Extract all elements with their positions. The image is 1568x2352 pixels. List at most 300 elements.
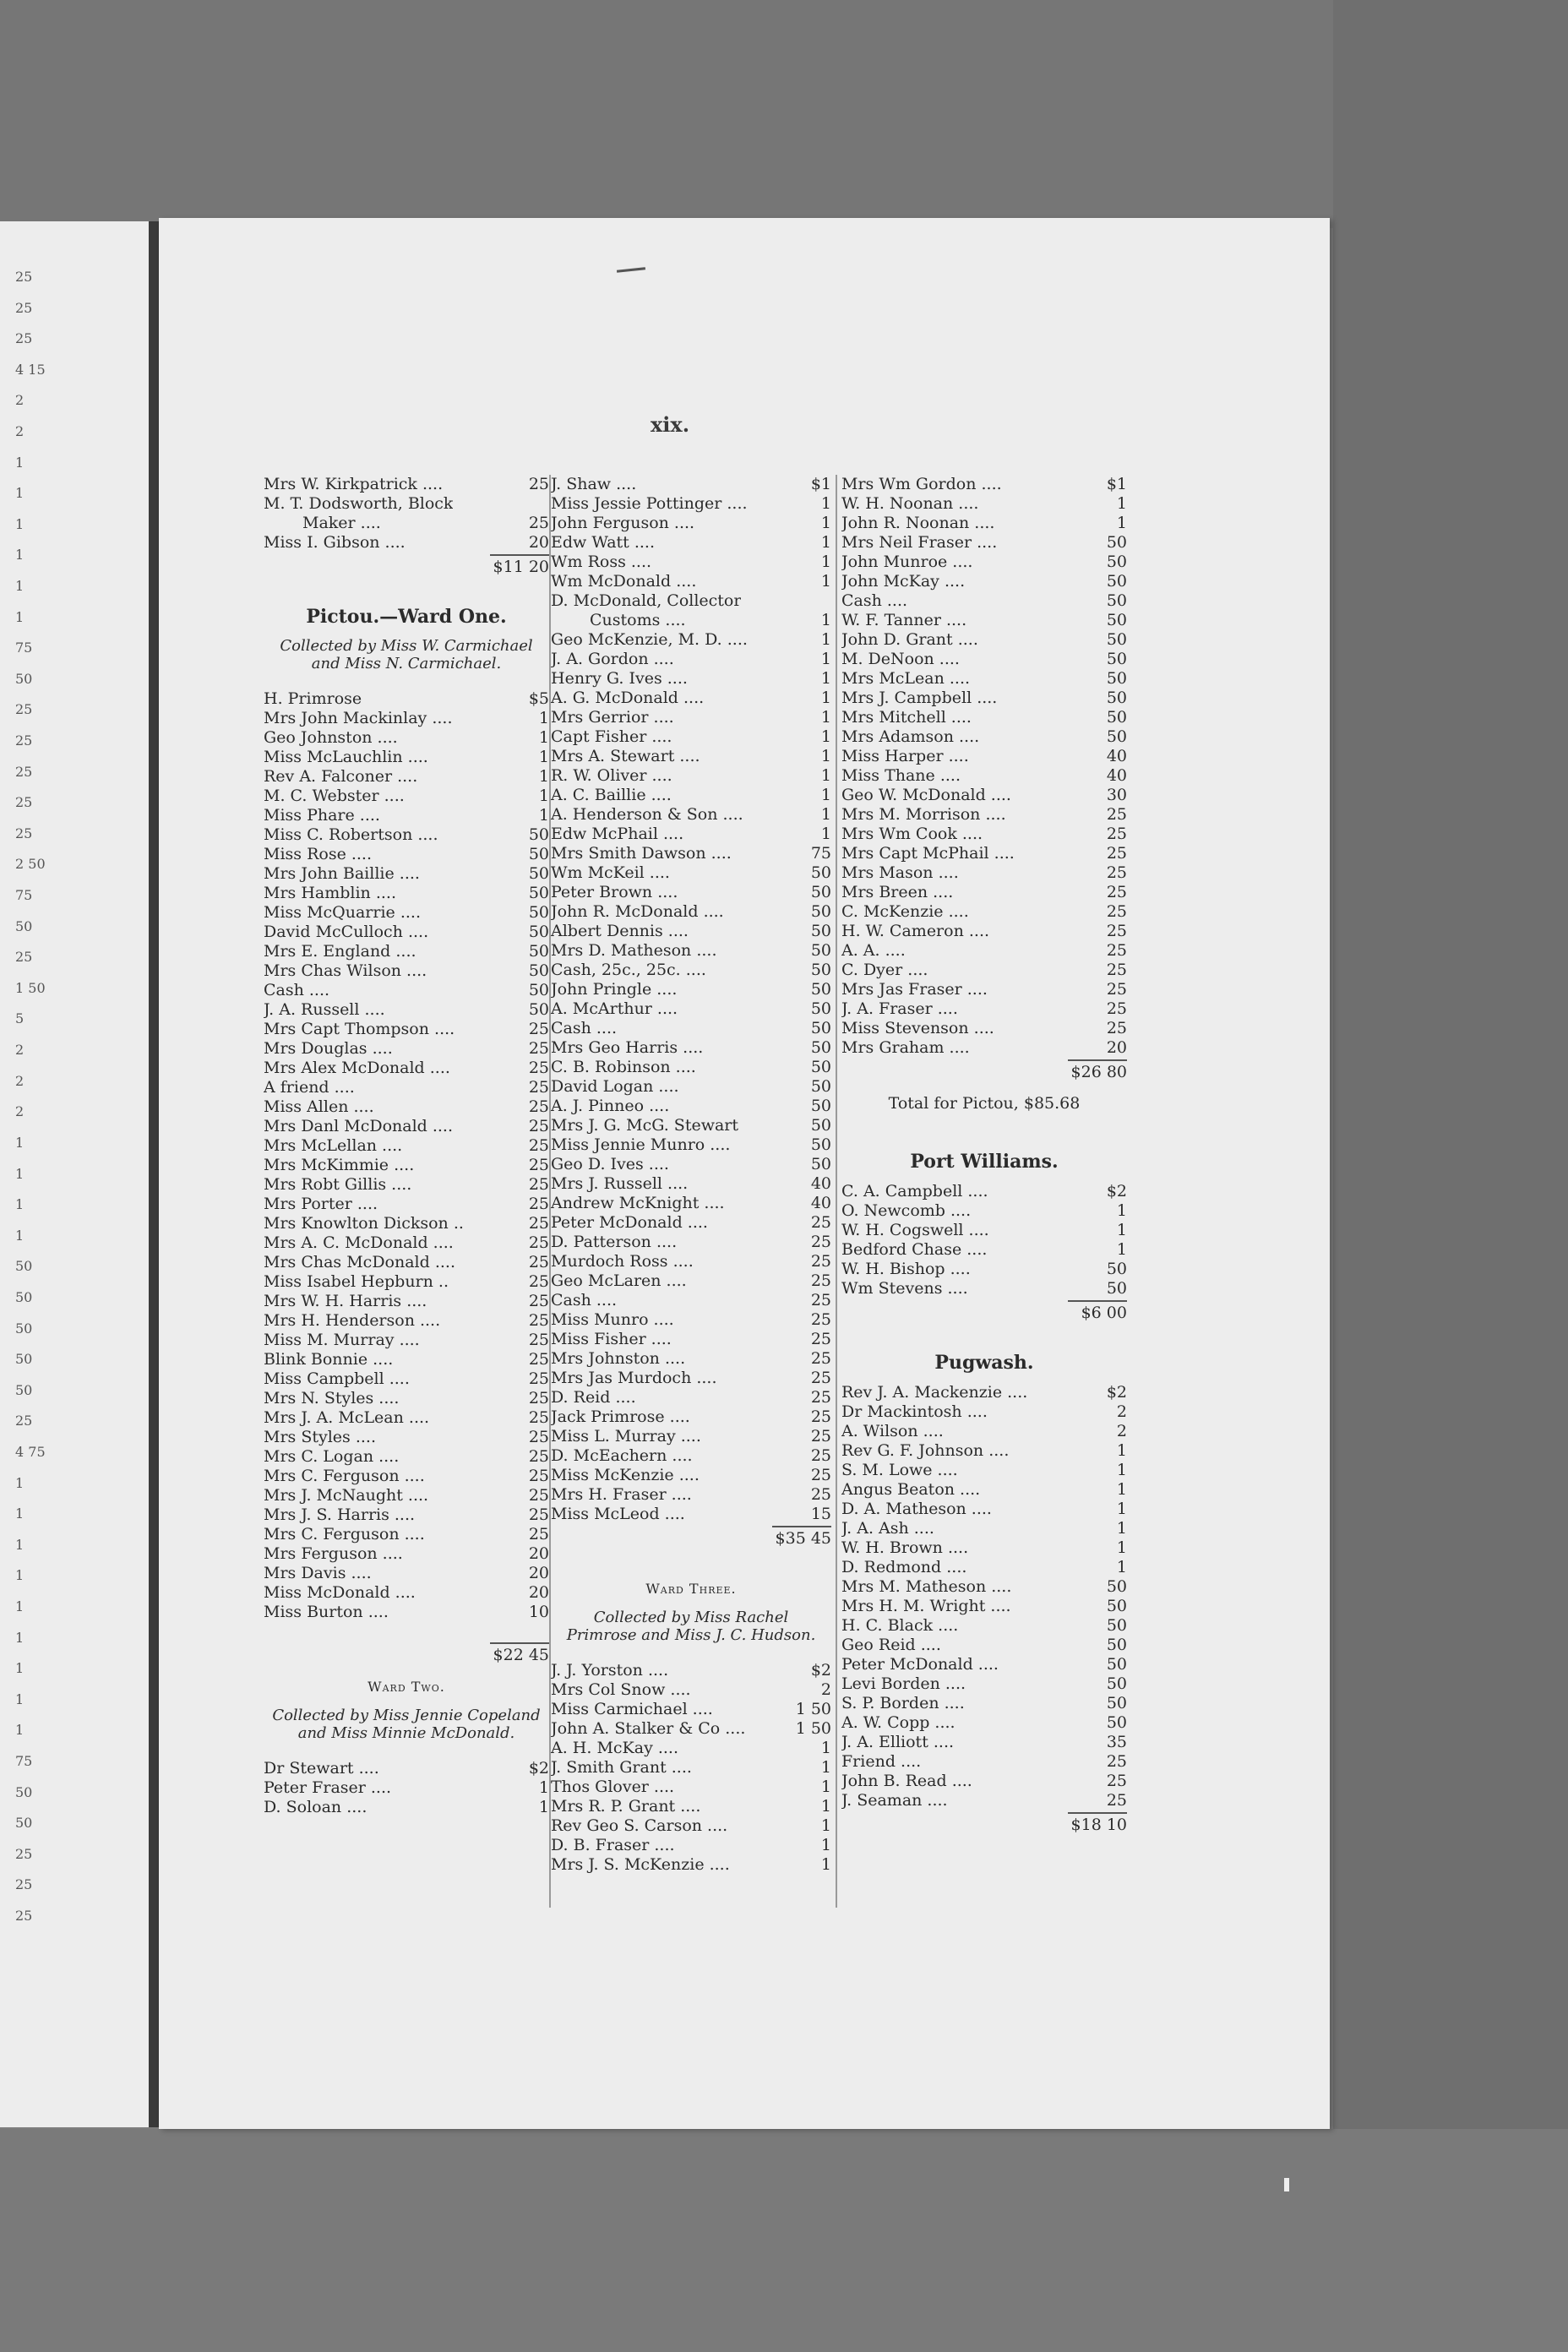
entry-amount: 50: [810, 961, 831, 979]
entry-amount: 25: [528, 1078, 549, 1097]
entry-amount: 20: [528, 1583, 549, 1602]
entry-amount: 1: [820, 1758, 831, 1777]
entry-amount: 25: [810, 1271, 831, 1290]
entry-row: [551, 1446, 831, 1466]
entry-amount: 25: [528, 1233, 549, 1252]
entry-row: [264, 1428, 549, 1447]
entry-amount: $2: [810, 1661, 831, 1680]
entry-row: [551, 494, 831, 514]
entry-amount: 50: [1106, 1616, 1127, 1635]
entry-row: [841, 1558, 1127, 1577]
entry-amount: 1: [820, 1778, 831, 1796]
entry-name: Mrs J. A. McLean ....: [264, 1408, 430, 1427]
entry-name: Mrs J. S. McKenzie ....: [551, 1855, 730, 1874]
entry-amount: 1: [1116, 1441, 1127, 1460]
entry-name: S. M. Lowe ....: [841, 1461, 958, 1479]
entry-amount: 1: [820, 805, 831, 824]
entry-name: M. C. Webster ....: [264, 787, 405, 805]
margin-number: 50: [15, 1258, 33, 1275]
entry-amount: 25: [1106, 941, 1127, 960]
ward-one-collector: Collected by Miss W. Carmichael and Miss N. Carmichael.: [280, 637, 533, 672]
entry-amount: 25: [528, 1195, 549, 1213]
entry-name: Mrs M. Morrison ....: [841, 805, 1006, 824]
entry-amount: 25: [1106, 1772, 1127, 1790]
entry-row: [841, 553, 1127, 572]
margin-number: 25: [15, 949, 33, 966]
entry-name: Mrs Douglas ....: [264, 1039, 393, 1058]
entry-name: D. B. Fraser ....: [551, 1836, 675, 1854]
entry-amount: 50: [810, 941, 831, 960]
entry-name: John Ferguson ....: [551, 514, 695, 532]
entry-amount: 50: [1106, 611, 1127, 629]
margin-number: 1: [15, 1165, 24, 1182]
entry-name: J. J. Yorston ....: [551, 1661, 669, 1680]
margin-number: 2: [15, 1042, 24, 1059]
port-williams-list: [841, 1182, 1127, 1298]
entry-row: [841, 1422, 1127, 1441]
entry-name: Mrs H. M. Wright ....: [841, 1597, 1011, 1615]
entry-row: [551, 1058, 831, 1077]
entry-name: Mrs J. S. Harris ....: [264, 1505, 416, 1524]
margin-number: 1: [15, 1196, 24, 1213]
entry-row: [264, 1117, 549, 1136]
entry-row: [264, 689, 549, 709]
entry-amount: 25: [528, 1525, 549, 1544]
entry-amount: 75: [810, 844, 831, 863]
entry-row: [551, 1700, 831, 1719]
entry-row: [551, 786, 831, 805]
entry-row: [841, 747, 1127, 766]
entry-name: Miss Jessie Pottinger ....: [551, 494, 748, 513]
entry-amount: 50: [528, 961, 549, 980]
entry-name: Miss McLauchlin ....: [264, 748, 428, 766]
entry-amount: 25: [528, 1097, 549, 1116]
entry-amount: 25: [810, 1291, 831, 1309]
margin-number: 1: [15, 485, 24, 502]
entry-row: [551, 902, 831, 922]
entry-name: John A. Stalker & Co ....: [551, 1719, 746, 1738]
entry-row: [841, 1733, 1127, 1752]
entry-name: J. A. Russell ....: [264, 1000, 385, 1019]
entry-amount: 50: [1106, 669, 1127, 688]
entry-amount: 25: [528, 1214, 549, 1233]
entry-name: A. McArthur ....: [551, 999, 678, 1018]
entry-row: [551, 1797, 831, 1816]
entry-amount: [804, 591, 831, 611]
entry-amount: 1: [820, 514, 831, 532]
entry-amount: 20: [1106, 1038, 1127, 1057]
margin-number: 1 50: [15, 979, 46, 996]
entry-row: [841, 1201, 1127, 1221]
entry-name: John D. Grant ....: [841, 630, 978, 649]
entry-amount: 50: [810, 1019, 831, 1037]
entry-amount: 1: [820, 572, 831, 591]
entry-name: John Munroe ....: [841, 553, 973, 571]
entry-row: [841, 650, 1127, 669]
entry-amount: 1 50: [795, 1700, 831, 1718]
entry-name: Bedford Chase ....: [841, 1240, 988, 1259]
entry-amount: 1: [538, 787, 549, 805]
entry-row: [551, 1349, 831, 1369]
entry-amount: 1: [820, 553, 831, 571]
entry-row: [551, 1310, 831, 1330]
entry-row: [551, 1330, 831, 1349]
margin-number: 2: [15, 1072, 24, 1089]
entry-amount: 40: [810, 1194, 831, 1212]
entry-row: [551, 1155, 831, 1174]
entry-row: [264, 1798, 549, 1817]
entry-row: [264, 1156, 549, 1175]
entry-amount: 10: [528, 1603, 549, 1621]
entry-row: [551, 883, 831, 902]
entry-name: D. Reid ....: [551, 1388, 636, 1407]
entry-row: [264, 1039, 549, 1059]
margin-number: 4 75: [15, 1443, 46, 1460]
entry-name: Miss Munro ....: [551, 1310, 674, 1329]
entry-name: A. G. McDonald ....: [551, 689, 705, 707]
entry-amount: 25: [810, 1388, 831, 1407]
entry-amount: 50: [1106, 591, 1127, 610]
margin-number: 25: [15, 732, 33, 749]
margin-number: 75: [15, 887, 33, 904]
entry-name: A. W. Copp ....: [841, 1713, 956, 1732]
entry-amount: 25: [810, 1233, 831, 1251]
entry-name: Mrs W. Kirkpatrick ....: [264, 475, 444, 493]
entry-name: Mrs J. Russell ....: [551, 1174, 689, 1193]
entry-name: W. H. Bishop ....: [841, 1260, 971, 1278]
ward-two-collector: Collected by Miss Jennie Copeland and Miss Minnie McDonald.: [272, 1707, 541, 1742]
entry-name: Mrs J. G. McG. Stewart: [551, 1116, 739, 1135]
entry-name: Mrs C. Logan ....: [264, 1447, 400, 1466]
port-williams-total: $6 00: [841, 1300, 1127, 1323]
entry-row: [264, 942, 549, 961]
margin-number: 50: [15, 1320, 33, 1337]
entry-row: [841, 1279, 1127, 1298]
entry-name: Mrs Porter ....: [264, 1195, 378, 1213]
entry-name: Andrew McKnight ....: [551, 1194, 725, 1212]
entry-row: [841, 708, 1127, 727]
margin-number: 50: [15, 670, 33, 687]
entry-name: Miss Rose ....: [264, 845, 373, 863]
entry-name: Mrs H. Henderson ....: [264, 1311, 441, 1330]
entry-name: Miss McQuarrie ....: [264, 903, 421, 922]
entry-row: [841, 1694, 1127, 1713]
entry-amount: 1: [538, 728, 549, 747]
col1-top-total: $11 20: [264, 554, 549, 577]
entry-row: [264, 1389, 549, 1408]
entry-amount: 25: [1106, 863, 1127, 882]
entry-row: [551, 1233, 831, 1252]
page-number: xix.: [651, 412, 690, 437]
entry-row: [264, 787, 549, 806]
entry-amount: 50: [810, 1116, 831, 1135]
entry-row: [264, 845, 549, 864]
entry-row: [264, 1078, 549, 1097]
entry-name: Albert Dennis ....: [551, 922, 689, 940]
entry-name: Miss Isabel Hepburn ..: [264, 1272, 449, 1291]
entry-row: [264, 1525, 549, 1544]
margin-number: 1: [15, 1722, 24, 1739]
entry-amount: [522, 494, 549, 514]
entry-name: Mrs H. Fraser ....: [551, 1485, 692, 1504]
entry-row: [264, 864, 549, 884]
entry-row: [841, 1791, 1127, 1810]
column-divider-2: [836, 475, 837, 1908]
entry-row: [264, 1059, 549, 1078]
entry-row: [551, 1427, 831, 1446]
entry-amount: 1: [1116, 1538, 1127, 1557]
entry-row: [841, 1260, 1127, 1279]
entry-amount: 1: [820, 1797, 831, 1816]
entry-amount: 1: [538, 748, 549, 766]
entry-amount: 1: [1116, 1558, 1127, 1576]
entry-amount: 50: [528, 981, 549, 999]
margin-number: 25: [15, 269, 33, 285]
entry-amount: 50: [1106, 1636, 1127, 1654]
entry-row: [264, 1253, 549, 1272]
margin-number: 1: [15, 1227, 24, 1244]
entry-amount: 1 50: [795, 1719, 831, 1738]
margin-number: 1: [15, 1660, 24, 1677]
entry-name: Mrs Hamblin ....: [264, 884, 396, 902]
entry-row: [841, 1674, 1127, 1694]
entry-amount: 25: [528, 1156, 549, 1174]
margin-number: 75: [15, 640, 33, 656]
entry-row: [551, 591, 831, 611]
margin-number: 1: [15, 547, 24, 564]
margin-number: 25: [15, 1908, 33, 1924]
entry-row: [551, 1816, 831, 1836]
entry-amount: 1: [1116, 1500, 1127, 1518]
entry-row: [264, 981, 549, 1000]
entry-amount: 50: [810, 883, 831, 901]
entry-amount: 35: [1106, 1733, 1127, 1751]
entry-row: [551, 475, 831, 494]
entry-name: Cash ....: [551, 1291, 618, 1309]
entry-row: [264, 1583, 549, 1603]
entry-amount: 25: [810, 1446, 831, 1465]
entry-name: Geo W. McDonald ....: [841, 786, 1011, 804]
entry-amount: 1: [820, 1836, 831, 1854]
entry-name: Mrs Styles ....: [264, 1428, 376, 1446]
entry-amount: 25: [810, 1407, 831, 1426]
entry-name: Mrs Chas Wilson ....: [264, 961, 427, 980]
entry-name: S. P. Borden ....: [841, 1694, 965, 1712]
entry-amount: 1: [1116, 1519, 1127, 1538]
entry-name: Edw Watt ....: [551, 533, 656, 552]
entry-name: Miss I. Gibson ....: [264, 533, 406, 552]
pictou-grand-total: Total for Pictou, $85.68: [888, 1094, 1081, 1113]
entry-name: Mrs Danl McDonald ....: [264, 1117, 454, 1135]
entry-name: Mrs W. H. Harris ....: [264, 1292, 427, 1310]
entry-name: Cash ....: [551, 1019, 618, 1037]
entry-name: J. Smith Grant ....: [551, 1758, 692, 1777]
margin-number: 25: [15, 825, 33, 841]
entry-row: [841, 1577, 1127, 1597]
entry-row: [551, 922, 831, 941]
entry-row: [841, 1597, 1127, 1616]
entry-name: Peter Brown ....: [551, 883, 678, 901]
entry-amount: 25: [810, 1330, 831, 1348]
margin-number: 50: [15, 1783, 33, 1800]
entry-row: [841, 786, 1127, 805]
entry-name: R. W. Oliver ....: [551, 766, 672, 785]
entry-name: John B. Read ....: [841, 1772, 972, 1790]
entry-amount: 50: [528, 825, 549, 844]
entry-amount: 50: [810, 1155, 831, 1173]
entry-row: [551, 1135, 831, 1155]
entry-row: [264, 1759, 549, 1778]
entry-amount: 25: [528, 475, 549, 493]
entry-row: [551, 514, 831, 533]
entry-name: Mrs Wm Cook ....: [841, 825, 983, 843]
entry-row: [264, 884, 549, 903]
entry-row: [551, 1661, 831, 1680]
margin-number: 25: [15, 794, 33, 811]
entry-amount: 50: [1106, 572, 1127, 591]
entry-name: W. F. Tanner ....: [841, 611, 967, 629]
entry-amount: 25: [1106, 902, 1127, 921]
entry-row: [264, 1467, 549, 1486]
margin-number: 4 15: [15, 361, 46, 378]
book-gutter: [149, 221, 159, 2127]
entry-name: M. DeNoon ....: [841, 650, 960, 668]
entry-name: Rev Geo S. Carson ....: [551, 1816, 728, 1835]
entry-amount: 25: [528, 1253, 549, 1271]
entry-name: D. Redmond ....: [841, 1558, 967, 1576]
entry-row: [841, 669, 1127, 689]
pugwash-total: $18 10: [841, 1812, 1127, 1835]
entry-amount: 50: [1106, 689, 1127, 707]
entry-name: Mrs J. Campbell ....: [841, 689, 998, 707]
entry-row: [551, 1077, 831, 1097]
entry-row: [551, 1116, 831, 1135]
entry-row: [841, 902, 1127, 922]
entry-row: [551, 1466, 831, 1485]
entry-amount: 25: [1106, 883, 1127, 901]
entry-name: J. A. Ash ....: [841, 1519, 934, 1538]
entry-row: [264, 1447, 549, 1467]
margin-number: 1: [15, 1598, 24, 1614]
entry-amount: 1: [820, 650, 831, 668]
entry-row: [841, 961, 1127, 980]
entry-name: Mrs Graham ....: [841, 1038, 970, 1057]
entry-name: J. A. Elliott ....: [841, 1733, 955, 1751]
entry-name: Dr Mackintosh ....: [841, 1402, 988, 1421]
entry-name: Mrs Knowlton Dickson ..: [264, 1214, 464, 1233]
col1-top-list: [264, 475, 549, 553]
entry-row: [841, 1655, 1127, 1674]
entry-name: Mrs Geo Harris ....: [551, 1038, 704, 1057]
entry-amount: 1: [538, 806, 549, 825]
entry-amount: 40: [1106, 747, 1127, 765]
entry-name: Blink Bonnie ....: [264, 1350, 394, 1369]
entry-amount: 25: [810, 1427, 831, 1446]
margin-number: 50: [15, 917, 33, 934]
entry-row: [841, 689, 1127, 708]
entry-row: [551, 611, 831, 630]
entry-row: [264, 806, 549, 825]
entry-name: J. A. Fraser ....: [841, 999, 958, 1018]
entry-name: Dr Stewart ....: [264, 1759, 379, 1778]
entry-amount: 1: [1116, 1201, 1127, 1220]
entry-row: [551, 1174, 831, 1194]
entry-amount: 50: [1106, 650, 1127, 668]
margin-number: 1: [15, 1505, 24, 1522]
entry-amount: 2: [1116, 1422, 1127, 1440]
margin-number: 50: [15, 1351, 33, 1368]
entry-row: [841, 475, 1127, 494]
entry-row: [841, 1538, 1127, 1558]
entry-row: [841, 1519, 1127, 1538]
entry-amount: 50: [528, 845, 549, 863]
entry-row: [841, 1461, 1127, 1480]
entry-row: [551, 1194, 831, 1213]
entry-amount: 25: [1106, 999, 1127, 1018]
entry-row: [551, 1252, 831, 1271]
entry-row: [264, 1408, 549, 1428]
entry-name: Wm Ross ....: [551, 553, 652, 571]
entry-name: Mrs McLellan ....: [264, 1136, 403, 1155]
entry-name: Mrs Jas Murdoch ....: [551, 1369, 717, 1387]
entry-name: Mrs E. England ....: [264, 942, 416, 961]
pugwash-heading: Pugwash.: [934, 1352, 1034, 1374]
entry-name: Miss Burton ....: [264, 1603, 389, 1621]
entry-row: [264, 1136, 549, 1156]
margin-number: 1: [15, 1629, 24, 1646]
entry-row: [841, 514, 1127, 533]
entry-name: Mrs Wm Gordon ....: [841, 475, 1002, 493]
entry-amount: 1: [538, 709, 549, 727]
entry-amount: 25: [528, 1331, 549, 1349]
entry-name: Mrs Mason ....: [841, 863, 959, 882]
entry-name: W. H. Brown ....: [841, 1538, 969, 1557]
entry-name: Mrs McKimmie ....: [264, 1156, 415, 1174]
entry-name: Edw McPhail ....: [551, 825, 684, 843]
margin-number: 25: [15, 330, 33, 347]
entry-row: [551, 708, 831, 727]
entry-name: Miss M. Murray ....: [264, 1331, 420, 1349]
entry-amount: 50: [528, 864, 549, 883]
entry-amount: 50: [528, 884, 549, 902]
col3-list: [841, 475, 1127, 1058]
entry-name: John McKay ....: [841, 572, 966, 591]
entry-name: David Logan ....: [551, 1077, 679, 1096]
entry-name: Mrs Ferguson ....: [264, 1544, 403, 1563]
entry-row: [551, 1505, 831, 1524]
entry-amount: 20: [528, 1544, 549, 1563]
entry-amount: 1: [820, 494, 831, 513]
entry-amount: 1: [1116, 1240, 1127, 1259]
entry-name: Mrs Chas McDonald ....: [264, 1253, 455, 1271]
entry-name: Mrs McLean ....: [841, 669, 971, 688]
entry-amount: 50: [1106, 533, 1127, 552]
entry-amount: 25: [1106, 961, 1127, 979]
entry-row: [841, 1500, 1127, 1519]
entry-name: Mrs Adamson ....: [841, 727, 980, 746]
margin-number: 1: [15, 1567, 24, 1584]
entry-amount: 40: [1106, 766, 1127, 785]
column-2: [551, 475, 831, 1875]
entry-name: Geo D. Ives ....: [551, 1155, 669, 1173]
entry-amount: 50: [810, 1058, 831, 1076]
entry-row: [841, 844, 1127, 863]
entry-row: [551, 553, 831, 572]
entry-row: [841, 1713, 1127, 1733]
entry-name: Mrs John Baillie ....: [264, 864, 420, 883]
entry-amount: 1: [1116, 1221, 1127, 1239]
entry-name: Mrs C. Ferguson ....: [264, 1467, 425, 1485]
